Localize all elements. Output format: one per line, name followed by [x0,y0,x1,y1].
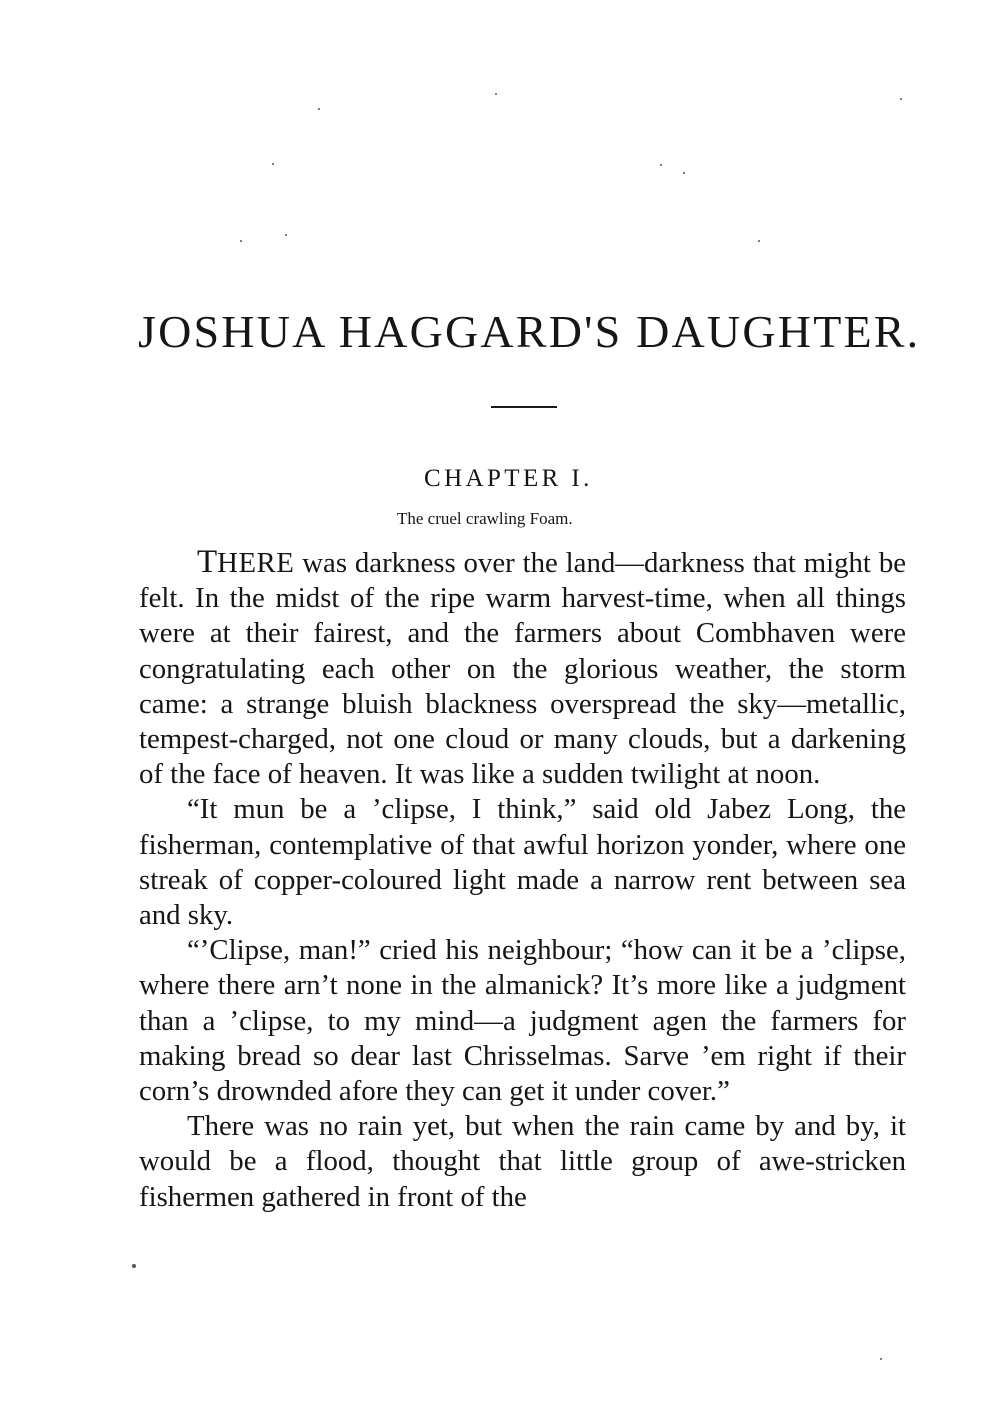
book-title: JOSHUA HAGGARD'S DAUGHTER. [138,306,921,357]
title-divider [491,406,557,408]
paragraph-text: There was no rain yet, but when the rain came by and by, it would be a flood, thought that little group of awe-stricken fishermen gathered in front of the [139,1110,906,1213]
paragraph [139,545,906,792]
paragraph-text: “It mun be a ’clipse, I think,” said old Jabez Long, the fisherman, contemplative of that awful horizon yonder, where one streak of copper-coloured light made a narrow rent between sea and sky. [139,793,906,932]
chapter-subtitle: The cruel crawling Foam. [397,509,573,528]
paragraph [139,792,906,933]
print-speck [132,1264,136,1268]
small-caps-opening: HERE [217,547,295,579]
drop-cap: T [197,544,218,580]
paragraph-text: was darkness over the land—darkness that might be felt. In the midst of the ripe warm harvest-time, when all things were at their fairest, and the farmers about Combhaven were congratulating each other on the glorious weather, the storm came: a strange bluish blackness overspread the sky—metallic, tempest-charged, not one cloud or many clouds, but a darkening of the face of heaven. It was like a sudden twilight at noon. [139,547,906,791]
print-speck [758,240,760,242]
print-speck [660,164,662,166]
print-speck [240,240,242,242]
print-speck [880,1358,882,1360]
chapter-heading: CHAPTER I. [424,465,593,492]
print-speck [683,172,685,174]
print-speck [285,234,287,236]
chapter-body [139,545,906,1215]
print-speck [318,108,320,110]
print-speck [272,163,274,165]
paragraph-text: “’Clipse, man!” cried his neighbour; “how can it be a ’clipse, where there arn’t none in the almanick? It’s more like a judgment than a ’clipse, to my mind—a judgment agen the farmers for making bread so dear last Chrisselmas. Sarve ’em right if their corn’s drownded afore they can get it under cover.” [139,934,906,1108]
paragraph [139,933,906,1109]
print-speck [495,93,497,95]
print-speck [900,98,902,100]
paragraph [139,1109,906,1215]
